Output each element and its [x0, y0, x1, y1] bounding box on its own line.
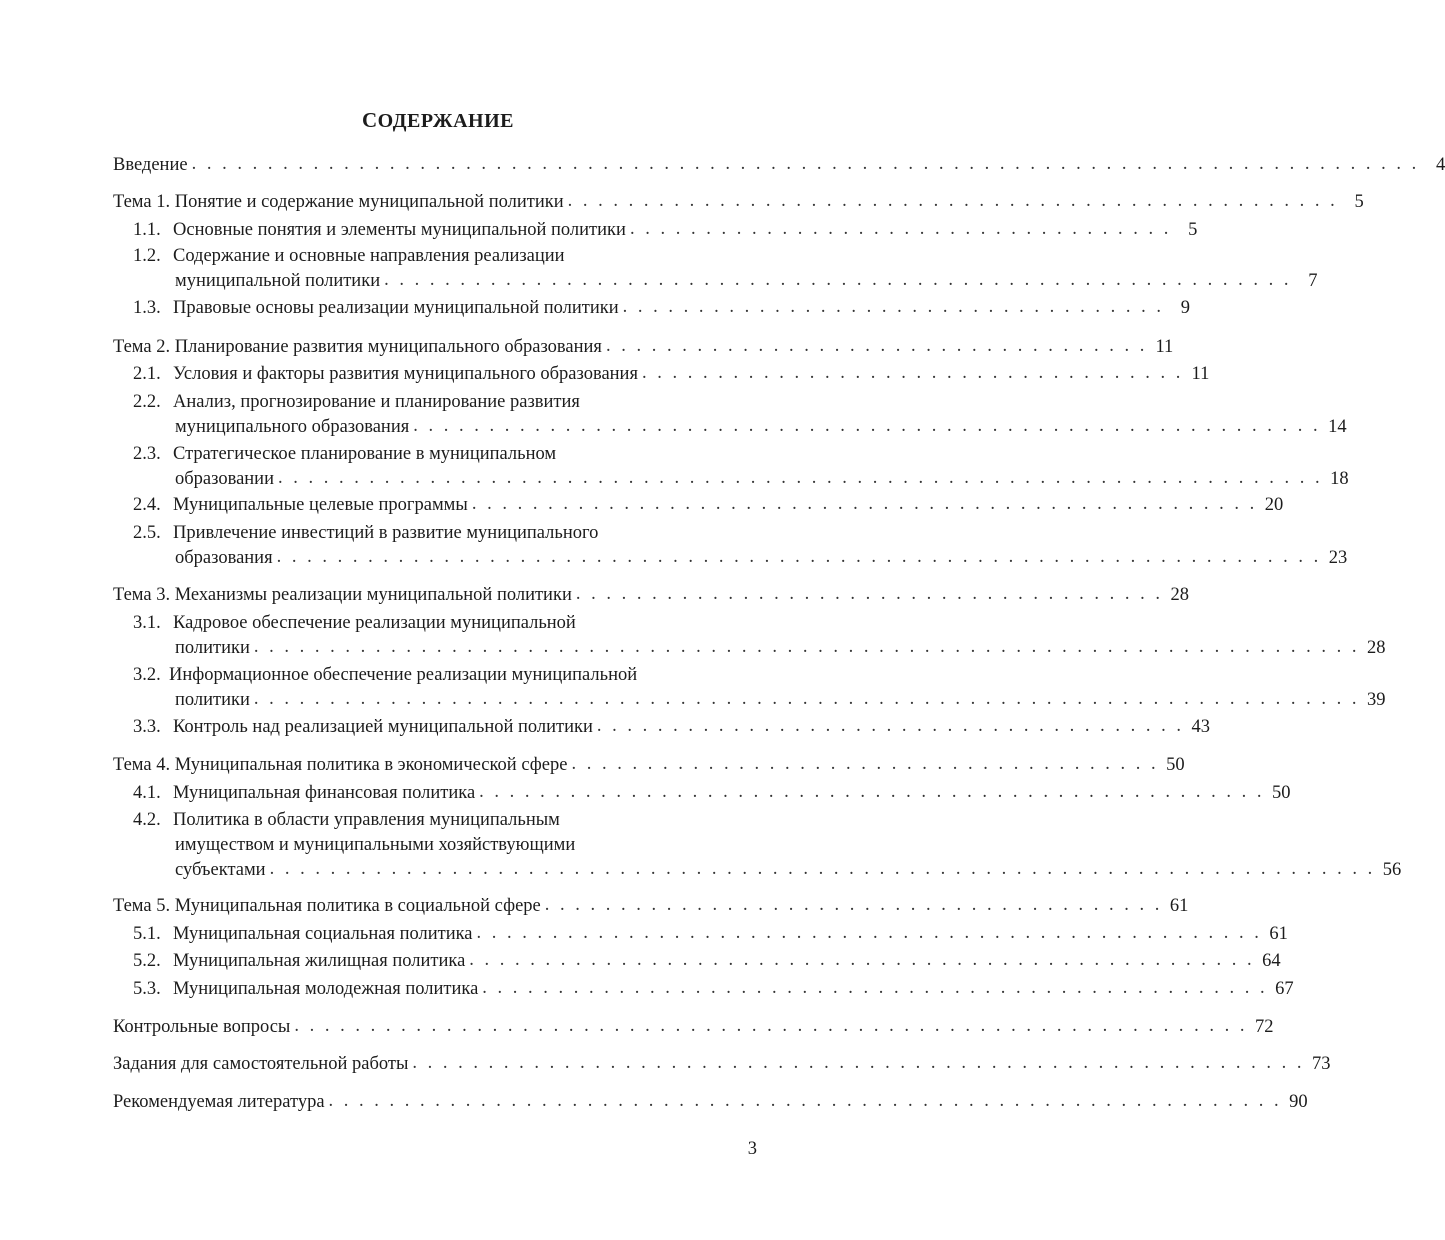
toc-entry-1-1[interactable]: 1.1. Основные понятия и элементы муниципальной политики . . . . . . . . . . . . . . . . . . . . . . . . . . . . . . . . . . . . 5: [133, 219, 1198, 240]
leader-dots: . . . . . . . . . . . . . . . . . . . . . . . . . . . . . . . . . . . . . . . . . . . . . . . . . . . .: [476, 923, 1262, 943]
page-ref: 61: [1269, 924, 1288, 944]
leader-dots: . . . . . . . . . . . . . . . . . . . . . . . . . . . . . . . . . . . . . . . . .: [544, 895, 1163, 915]
page-ref: 18: [1330, 469, 1349, 489]
page-ref: 23: [1328, 548, 1348, 568]
page-ref: 20: [1264, 495, 1284, 515]
toc-entry-questions[interactable]: Контрольные вопросы . . . . . . . . . . . . . . . . . . . . . . . . . . . . . . . . . . . . . . . . . . . . . . . . . . . . . . . . . . . . . . . 72: [113, 1016, 1274, 1037]
leader-dots: . . . . . . . . . . . . . . . . . . . . . . . . . . . . . . . . . . . . . . . . . . . . . . . . . . . . . . . . . . . . . . . . . . . . . . . . .: [253, 689, 1360, 709]
toc-entry-3-2[interactable]: 3.2. Информационное обеспечение реализации муниципальной: [133, 665, 638, 685]
page-ref: 39: [1367, 690, 1386, 710]
toc-entry-4-2-cont[interactable]: субъектами . . . . . . . . . . . . . . . . . . . . . . . . . . . . . . . . . . . . . . . . . . . . . . . . . . . . . . . . . . . . . . . . . . . . . . . . . 56: [175, 859, 1402, 880]
toc-entry-2-5[interactable]: 2.5. Привлечение инвестиций в развитие муниципального: [133, 523, 599, 543]
page-ref: 9: [1180, 298, 1191, 318]
leader-dots: . . . . . . . . . . . . . . . . . . . . . . . . . . . . . . . . . . . . . . . . . . . . . . . . . . . . . . . . . . . .: [413, 416, 1321, 436]
leader-dots: . . . . . . . . . . . . . . . . . . . . . . . . . . . . . . . . . . . . . . . . . . . . . . . . . . . . . . . . . . . . . . . . . . . . .: [276, 547, 1322, 567]
page-ref: 43: [1191, 717, 1211, 737]
toc-entry-3-1-cont[interactable]: политики . . . . . . . . . . . . . . . . . . . . . . . . . . . . . . . . . . . . . . . . . . . . . . . . . . . . . . . . . . . . . . . . . . . . . . . . . 28: [175, 637, 1386, 658]
leader-dots: . . . . . . . . . . . . . . . . . . . . . . . . . . . . . . . . . . . . . . . . . . . . . . . . . . . . . . . . . . . . . . . . . . . . . . . . .: [253, 637, 1360, 657]
toc-entry-4-1[interactable]: 4.1. Муниципальная финансовая политика . . . . . . . . . . . . . . . . . . . . . . . . . . . . . . . . . . . . . . . . . . . . . . . . . . . . 50: [133, 782, 1291, 803]
page-ref: 90: [1289, 1092, 1308, 1112]
leader-dots: . . . . . . . . . . . . . . . . . . . . . . . . . . . . . . . . . . . . . . .: [571, 754, 1159, 774]
toc-entry-4-2-line2[interactable]: имуществом и муниципальными хозяйствующими: [175, 835, 576, 855]
page-ref: 73: [1312, 1054, 1331, 1074]
leader-dots: . . . . . . . . . . . . . . . . . . . . . . . . . . . . . . . . . . . . . . . . . . . . . . . . . . . .: [469, 950, 1255, 970]
toc-entry-2-1[interactable]: 2.1. Условия и факторы развития муниципального образования . . . . . . . . . . . . . . . . . . . . . . . . . . . . . . . . . . . . 11: [133, 363, 1210, 384]
page-ref: 67: [1275, 979, 1294, 999]
page-ref: 5: [1188, 220, 1198, 240]
leader-dots: . . . . . . . . . . . . . . . . . . . . . . . . . . . . . . . . . . . . . . . . . . . . . . . . . . . .: [482, 978, 1268, 998]
toc-entry-5-1[interactable]: 5.1. Муниципальная социальная политика . . . . . . . . . . . . . . . . . . . . . . . . . . . . . . . . . . . . . . . . . . . . . . . . . . . . 61: [133, 923, 1288, 944]
toc-entry-2-3-cont[interactable]: образовании . . . . . . . . . . . . . . . . . . . . . . . . . . . . . . . . . . . . . . . . . . . . . . . . . . . . . . . . . . . . . . . . . . . . . 18: [175, 468, 1349, 489]
page-ref: 5: [1354, 192, 1364, 212]
toc-entry-3-3[interactable]: 3.3. Контроль над реализацией муниципальной политики . . . . . . . . . . . . . . . . . . . . . . . . . . . . . . . . . . . . . . . 43: [133, 716, 1211, 737]
toc-entry-topic-1[interactable]: Тема 1. Понятие и содержание муниципальной политики . . . . . . . . . . . . . . . . . . . . . . . . . . . . . . . . . . . . . . . . . . . . . . . . . . . 5: [113, 191, 1364, 212]
leader-dots: . . . . . . . . . . . . . . . . . . . . . . . . . . . . . . . . . . . . . . . . . . . . . . . . . . . . . . . . . . . . . . . . . . . . . . . . . . . . . . . . .: [191, 154, 1420, 174]
leader-dots: . . . . . . . . . . . . . . . . . . . . . . . . . . . . . . . . . . . .: [622, 297, 1165, 317]
toc-entry-topic-2[interactable]: Тема 2. Планирование развития муниципального образования . . . . . . . . . . . . . . . . . . . . . . . . . . . . . . . . . . . . 11: [113, 336, 1174, 357]
leader-dots: . . . . . . . . . . . . . . . . . . . . . . . . . . . . . . . . . . . . . . . . . . . . . . . . . . . . . . . . . . . . . . .: [294, 1016, 1248, 1036]
page-ref: 14: [1328, 417, 1347, 437]
page-title: СОДЕРЖАНИЕ: [361, 108, 515, 132]
page-ref: 61: [1169, 896, 1189, 916]
toc-entry-1-2-cont[interactable]: муниципальной политики . . . . . . . . . . . . . . . . . . . . . . . . . . . . . . . . . . . . . . . . . . . . . . . . . . . . . . . . . . . . 7: [175, 270, 1318, 291]
page-ref: 11: [1155, 337, 1174, 357]
page-ref: 72: [1254, 1017, 1274, 1037]
leader-dots: . . . . . . . . . . . . . . . . . . . . . . . . . . . . . . . . . . . . . . . . . . . . . . . . . . . . . . . . . . . .: [384, 270, 1292, 290]
leader-dots: . . . . . . . . . . . . . . . . . . . . . . . . . . . . . . . . . . . . . . .: [596, 716, 1185, 736]
leader-dots: . . . . . . . . . . . . . . . . . . . . . . . . . . . . . . . . . . . . . . . . . . . . . . . . . . . .: [471, 494, 1258, 514]
toc-entry-4-2[interactable]: 4.2. Политика в области управления муниципальным: [133, 810, 560, 830]
toc-entry-intro[interactable]: Введение . . . . . . . . . . . . . . . . . . . . . . . . . . . . . . . . . . . . . . . . . . . . . . . . . . . . . . . . . . . . . . . . . . . . . . . . . . . . . . . . . 4: [113, 154, 1445, 175]
toc-entry-topic-5[interactable]: Тема 5. Муниципальная политика в социальной сфере . . . . . . . . . . . . . . . . . . . . . . . . . . . . . . . . . . . . . . . . . 61: [113, 895, 1189, 916]
leader-dots: . . . . . . . . . . . . . . . . . . . . . . . . . . . . . . . . . . . . . . . . . . . . . . . . . . . . . . . . . . . . . . .: [328, 1091, 1282, 1111]
page-ref: 7: [1308, 271, 1318, 291]
page-ref: 11: [1191, 364, 1210, 384]
page-ref: 56: [1382, 860, 1402, 880]
leader-dots: . . . . . . . . . . . . . . . . . . . . . . . . . . . . . . . . . . . .: [605, 336, 1148, 356]
toc-entry-2-4[interactable]: 2.4. Муниципальные целевые программы . . . . . . . . . . . . . . . . . . . . . . . . . . . . . . . . . . . . . . . . . . . . . . . . . . . . 20: [133, 494, 1284, 515]
page-ref: 64: [1262, 951, 1281, 971]
toc-entry-3-1[interactable]: 3.1. Кадровое обеспечение реализации муниципальной: [133, 613, 576, 633]
leader-dots: . . . . . . . . . . . . . . . . . . . . . . . . . . . . . . . . . . . . . . . . . . . . . . . . . . . . . . . . . . .: [412, 1053, 1305, 1073]
toc-entry-literature[interactable]: Рекомендуемая литература . . . . . . . . . . . . . . . . . . . . . . . . . . . . . . . . . . . . . . . . . . . . . . . . . . . . . . . . . . . . . . . 90: [113, 1091, 1308, 1112]
toc-entry-5-3[interactable]: 5.3. Муниципальная молодежная политика . . . . . . . . . . . . . . . . . . . . . . . . . . . . . . . . . . . . . . . . . . . . . . . . . . . . 67: [133, 978, 1294, 999]
leader-dots: . . . . . . . . . . . . . . . . . . . . . . . . . . . . . . . . . . . . . . . . . . . . . . . . . . . . . . . . . . . . . . . . . . . . . . . . .: [269, 859, 1376, 879]
page-ref: 4: [1435, 155, 1445, 175]
toc-entry-topic-3[interactable]: Тема 3. Механизмы реализации муниципальной политики . . . . . . . . . . . . . . . . . . . . . . . . . . . . . . . . . . . . . . . 28: [113, 584, 1189, 605]
toc-entry-2-5-cont[interactable]: образования . . . . . . . . . . . . . . . . . . . . . . . . . . . . . . . . . . . . . . . . . . . . . . . . . . . . . . . . . . . . . . . . . . . . . 23: [175, 547, 1348, 568]
toc-entry-tasks[interactable]: Задания для самостоятельной работы . . . . . . . . . . . . . . . . . . . . . . . . . . . . . . . . . . . . . . . . . . . . . . . . . . . . . . . . . . . 73: [113, 1053, 1331, 1074]
page-ref: 50: [1166, 755, 1185, 775]
toc-entry-topic-4[interactable]: Тема 4. Муниципальная политика в экономической сфере . . . . . . . . . . . . . . . . . . . . . . . . . . . . . . . . . . . . . . . 50: [113, 754, 1185, 775]
toc-entry-2-2[interactable]: 2.2. Анализ, прогнозирование и планирование развития: [133, 392, 580, 412]
page-ref: 50: [1272, 783, 1291, 803]
toc-entry-2-3[interactable]: 2.3. Стратегическое планирование в муниципальном: [133, 444, 557, 464]
toc-entry-5-2[interactable]: 5.2. Муниципальная жилищная политика . . . . . . . . . . . . . . . . . . . . . . . . . . . . . . . . . . . . . . . . . . . . . . . . . . . . 64: [133, 950, 1281, 971]
leader-dots: . . . . . . . . . . . . . . . . . . . . . . . . . . . . . . . . . . . . . . . . . . . . . . . . . . .: [567, 191, 1338, 211]
toc-entry-1-3[interactable]: 1.3. Правовые основы реализации муниципальной политики . . . . . . . . . . . . . . . . . . . . . . . . . . . . . . . . . . . . 9: [133, 297, 1191, 318]
toc-entry-2-2-cont[interactable]: муниципального образования . . . . . . . . . . . . . . . . . . . . . . . . . . . . . . . . . . . . . . . . . . . . . . . . . . . . . . . . . . . . 14: [175, 416, 1347, 437]
leader-dots: . . . . . . . . . . . . . . . . . . . . . . . . . . . . . . . . . . . . . . . . . . . . . . . . . . . . . . . . . . . . . . . . . . . . .: [277, 468, 1323, 488]
toc-entry-3-2-cont[interactable]: политики . . . . . . . . . . . . . . . . . . . . . . . . . . . . . . . . . . . . . . . . . . . . . . . . . . . . . . . . . . . . . . . . . . . . . . . . . 39: [175, 689, 1386, 710]
leader-dots: . . . . . . . . . . . . . . . . . . . . . . . . . . . . . . . . . . . . . . . . . . . . . . . . . . . .: [479, 782, 1265, 802]
page-ref: 28: [1367, 638, 1386, 658]
page-number: 3: [747, 1139, 757, 1159]
leader-dots: . . . . . . . . . . . . . . . . . . . . . . . . . . . . . . . . . . . .: [641, 363, 1184, 383]
page-ref: 28: [1170, 585, 1189, 605]
leader-dots: . . . . . . . . . . . . . . . . . . . . . . . . . . . . . . . . . . . . . . .: [575, 584, 1163, 604]
toc-entry-1-2[interactable]: 1.2. Содержание и основные направления реализации: [133, 246, 565, 266]
leader-dots: . . . . . . . . . . . . . . . . . . . . . . . . . . . . . . . . . . . .: [629, 219, 1172, 239]
